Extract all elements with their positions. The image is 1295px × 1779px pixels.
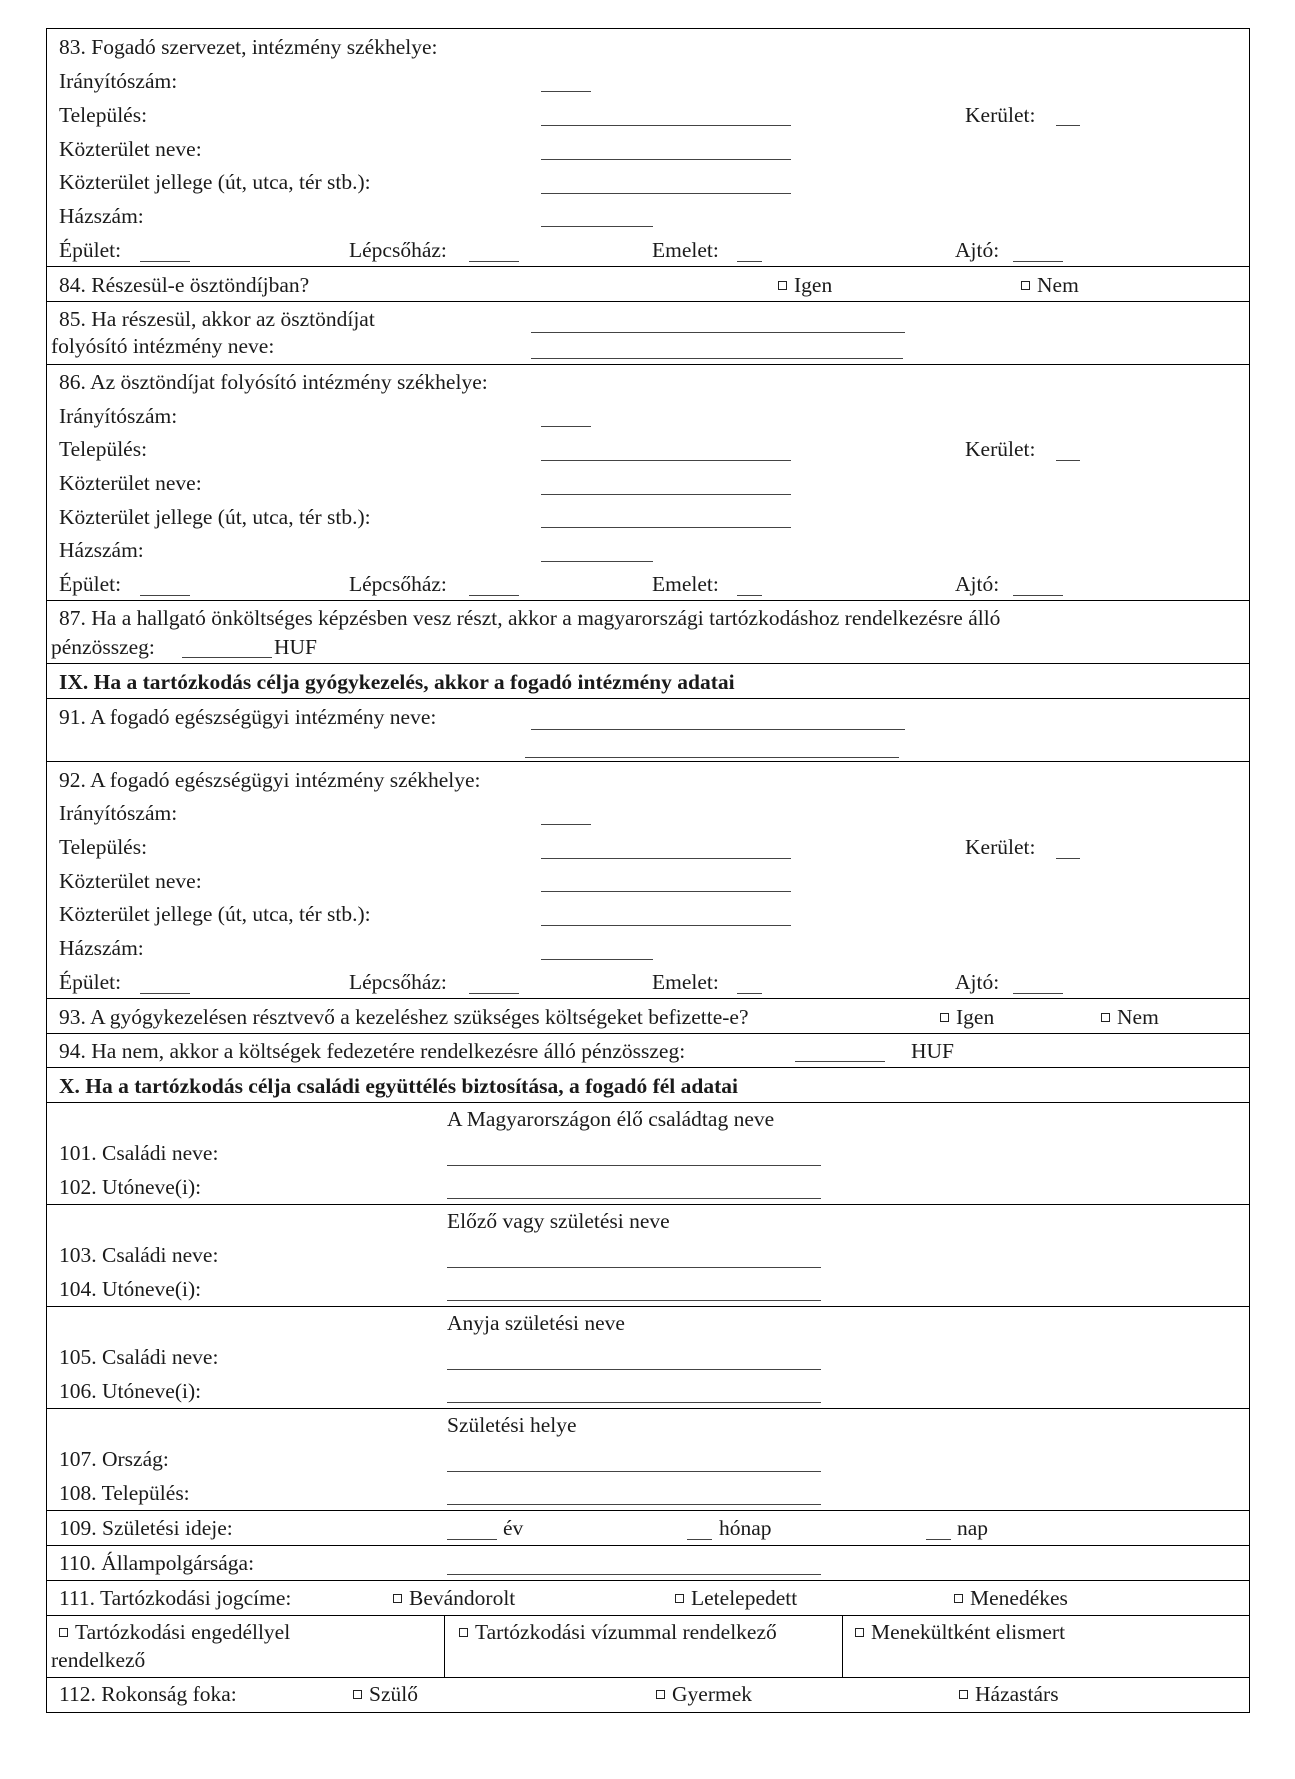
section-94 [47,1034,1249,1068]
s83-title: 83. Fogadó szervezet, intézmény székhelye: [59,35,438,59]
s86-emelet-label: Emelet: [652,572,719,596]
s92-kozt-jellege-field[interactable] [541,925,791,926]
section-85 [47,302,1249,365]
g105-field-2[interactable] [447,1402,821,1403]
s84-nem-option[interactable] [1021,275,1079,297]
s85-line1: 85. Ha részesül, akkor az ösztöndíjat [59,307,375,331]
s86-epulet-label: Épület: [59,572,122,596]
s111-label: 111. Tartózkodási jogcíme: [59,1586,292,1610]
s112-hazastars-option[interactable] [959,1684,1059,1706]
s83-kerulet-label: Kerület: [965,103,1036,127]
section-92 [47,762,1249,999]
s86-emelet-field[interactable] [737,595,762,596]
s92-ajto-label: Ajtó: [955,970,1000,994]
section-112 [47,1678,1249,1712]
checkbox-icon [855,1628,864,1637]
s83-telepules-field[interactable] [541,125,791,126]
s111-o4a-label: Tartózkodási engedéllyel [75,1620,291,1644]
s111-o1-label: Bevándorolt [409,1586,516,1610]
s86-kozt-jellege-label: Közterület jellege (út, utca, tér stb.): [59,505,371,529]
g101-label-2: 102. Utóneve(i): [59,1175,202,1199]
g107-field-1[interactable] [447,1471,821,1472]
checkbox-icon [1021,281,1030,290]
s111-engedely-option[interactable] [59,1622,290,1644]
s92-irsz-label: Irányítószám: [59,801,178,825]
s86-kozt-neve-label: Közterület neve: [59,471,202,495]
s84-igen-label: Igen [794,273,833,297]
section-103-104 [47,1205,1249,1307]
s92-title: 92. A fogadó egészségügyi intézmény székhelye: [59,768,481,792]
s92-emelet-label: Emelet: [652,970,719,994]
s86-lepcsohaz-label: Lépcsőház: [349,572,447,596]
s91-field-2[interactable] [525,757,899,758]
g103-field-2[interactable] [447,1300,821,1301]
s92-irsz-field[interactable] [541,824,591,825]
s92-ajto-field[interactable] [1013,993,1063,994]
s92-lepcsohaz-field[interactable] [469,993,519,994]
column-divider [842,1616,843,1677]
s111-menekult-option[interactable] [855,1622,1065,1644]
s85-line2: folyósító intézmény neve: [51,334,275,358]
s93-igen-option[interactable] [940,1007,994,1029]
s94-amount-field[interactable] [795,1061,885,1062]
section-x-header [47,1068,1249,1103]
s83-hazszam-field[interactable] [541,226,653,227]
g101-heading: A Magyarországon élő családtag neve [447,1107,775,1131]
g105-field-1[interactable] [447,1369,821,1370]
s112-gyermek-option[interactable] [656,1684,752,1706]
section-93 [47,999,1249,1034]
g107-field-2[interactable] [447,1504,821,1505]
section-83 [47,29,1249,267]
checkbox-icon [778,281,787,290]
g107-heading: Születési helye [447,1413,577,1437]
s86-telepules-label: Település: [59,437,148,461]
s92-epulet-field[interactable] [140,993,190,994]
s94-question: 94. Ha nem, akkor a költségek fedezetére rendelkezésre álló pénzösszeg: [59,1039,686,1063]
checkbox-icon [1101,1013,1110,1022]
s83-ajto-label: Ajtó: [955,238,1000,262]
s111-menedekes-option[interactable] [954,1588,1068,1610]
checkbox-icon [940,1013,949,1022]
s87-line2: pénzösszeg: [51,635,155,659]
s84-question: 84. Részesül-e ösztöndíjban? [59,273,310,297]
checkbox-icon [59,1628,68,1637]
s111-o5-label: Tartózkodási vízummal rendelkező [475,1620,777,1644]
s92-telepules-label: Település: [59,835,148,859]
s109-day-field[interactable] [926,1539,951,1540]
s92-kozt-neve-label: Közterület neve: [59,869,202,893]
section-86 [47,365,1249,601]
section-109 [47,1511,1249,1546]
s86-ajto-field[interactable] [1013,595,1063,596]
s86-kerulet-field[interactable] [1056,460,1080,461]
s83-kozt-jellege-label: Közterület jellege (út, utca, tér stb.): [59,170,371,194]
checkbox-icon [675,1594,684,1603]
s84-nem-label: Nem [1037,273,1079,297]
s87-huf: HUF [274,635,318,659]
section-111-options [47,1616,1249,1678]
s92-kozt-jellege-label: Közterület jellege (út, utca, tér stb.): [59,902,371,926]
s86-hazszam-field[interactable] [541,561,653,562]
s86-irsz-field[interactable] [541,426,591,427]
s83-emelet-field[interactable] [737,261,762,262]
section-91 [47,699,1249,762]
s109-honap: hónap [719,1516,772,1540]
g101-field-2[interactable] [447,1198,821,1199]
s111-o3-label: Menedékes [970,1586,1068,1610]
s109-label: 109. Születési ideje: [59,1516,233,1540]
g107-label-2: 108. Település: [59,1481,190,1505]
s112-o1-label: Szülő [369,1682,418,1706]
s83-ajto-field[interactable] [1013,261,1063,262]
s94-huf: HUF [911,1039,955,1063]
s111-vizum-option[interactable] [459,1622,777,1644]
s91-field-1[interactable] [531,729,905,730]
s93-question: 93. A gyógykezelésen résztvevő a kezeléshez szükséges költségeket befizette-e? [59,1005,749,1029]
s86-telepules-field[interactable] [541,460,791,461]
s111-letelepedett-option[interactable] [675,1588,797,1610]
column-divider [444,1616,445,1677]
s83-kozt-jellege-field[interactable] [541,193,791,194]
s83-telepules-label: Település: [59,103,148,127]
s92-hazszam-label: Házszám: [59,936,144,960]
section-107-108 [47,1409,1249,1511]
section-105-106 [47,1307,1249,1409]
checkbox-icon [459,1628,468,1637]
section-111 [47,1581,1249,1616]
section-110 [47,1546,1249,1581]
g103-heading: Előző vagy születési neve [447,1209,670,1233]
s93-nem-option[interactable] [1101,1007,1159,1029]
s83-kozt-neve-label: Közterület neve: [59,137,202,161]
section-ix-title: IX. Ha a tartózkodás célja gyógykezelés, akkor a fogadó intézmény adatai [59,670,735,694]
s86-kerulet-label: Kerület: [965,437,1036,461]
application-form [46,28,1250,1713]
g105-label-1: 105. Családi neve: [59,1345,219,1369]
s112-o2-label: Gyermek [672,1682,752,1706]
s109-nap: nap [957,1516,989,1540]
s92-epulet-label: Épület: [59,970,122,994]
g103-label-1: 103. Családi neve: [59,1243,219,1267]
s92-kerulet-field[interactable] [1056,858,1080,859]
s91-label: 91. A fogadó egészségügyi intézmény neve: [59,705,437,729]
s109-month-field[interactable] [687,1539,712,1540]
checkbox-icon [959,1690,968,1699]
s83-lepcsohaz-field[interactable] [469,261,519,262]
s112-szulo-option[interactable] [353,1684,418,1706]
s86-hazszam-label: Házszám: [59,538,144,562]
s110-label: 110. Állampolgársága: [59,1551,255,1575]
s87-line1: 87. Ha a hallgató önköltséges képzésben vesz részt, akkor a magyarországi tartózkodáshoz rendelkezésre álló [59,606,1001,630]
s85-field-1[interactable] [531,332,905,333]
s111-o4b-label: rendelkező [51,1648,146,1672]
g105-label-2: 106. Utóneve(i): [59,1379,202,1403]
s87-amount-field[interactable] [182,657,272,658]
s85-field-2[interactable] [531,358,903,359]
g105-heading: Anyja születési neve [447,1311,625,1335]
s111-o6-label: Menekültként elismert [871,1620,1066,1644]
s92-telepules-field[interactable] [541,858,791,859]
s92-kerulet-label: Kerület: [965,835,1036,859]
s86-ajto-label: Ajtó: [955,572,1000,596]
s109-year-field[interactable] [447,1539,497,1540]
s92-emelet-field[interactable] [737,993,762,994]
checkbox-icon [954,1594,963,1603]
checkbox-icon [656,1690,665,1699]
checkbox-icon [393,1594,402,1603]
section-87 [47,601,1249,664]
s83-lepcsohaz-label: Lépcsőház: [349,238,447,262]
s93-igen-label: Igen [956,1005,995,1029]
s110-field[interactable] [447,1574,821,1575]
g103-label-2: 104. Utóneve(i): [59,1277,202,1301]
s92-kozt-neve-field[interactable] [541,891,791,892]
s84-igen-option[interactable] [778,275,832,297]
s112-o3-label: Házastárs [975,1682,1059,1706]
s83-hazszam-label: Házszám: [59,204,144,228]
s93-nem-label: Nem [1117,1005,1159,1029]
s111-o2-label: Letelepedett [691,1586,798,1610]
g101-field-1[interactable] [447,1165,821,1166]
section-101-102 [47,1103,1249,1205]
section-x-title: X. Ha a tartózkodás célja családi együttélés biztosítása, a fogadó fél adatai [59,1074,738,1098]
g107-label-1: 107. Ország: [59,1447,169,1471]
s86-title: 86. Az ösztöndíjat folyósító intézmény székhelye: [59,370,488,394]
s86-irsz-label: Irányítószám: [59,404,178,428]
s86-kozt-jellege-field[interactable] [541,527,791,528]
s83-irsz-label: Irányítószám: [59,69,178,93]
s92-hazszam-field[interactable] [541,959,653,960]
s83-epulet-field[interactable] [140,261,190,262]
section-ix-header [47,664,1249,699]
s83-irsz-field[interactable] [541,91,591,92]
s86-kozt-neve-field[interactable] [541,494,791,495]
section-84 [47,267,1249,302]
s83-emelet-label: Emelet: [652,238,719,262]
s83-epulet-label: Épület: [59,238,122,262]
g103-field-1[interactable] [447,1267,821,1268]
s83-kozt-neve-field[interactable] [541,159,791,160]
s109-ev: év [503,1516,524,1540]
s92-lepcsohaz-label: Lépcsőház: [349,970,447,994]
s83-kerulet-field[interactable] [1056,125,1080,126]
s112-label: 112. Rokonság foka: [59,1682,237,1706]
s86-lepcsohaz-field[interactable] [469,595,519,596]
s86-epulet-field[interactable] [140,595,190,596]
g101-label-1: 101. Családi neve: [59,1141,219,1165]
checkbox-icon [353,1690,362,1699]
s111-bevandorolt-option[interactable] [393,1588,515,1610]
